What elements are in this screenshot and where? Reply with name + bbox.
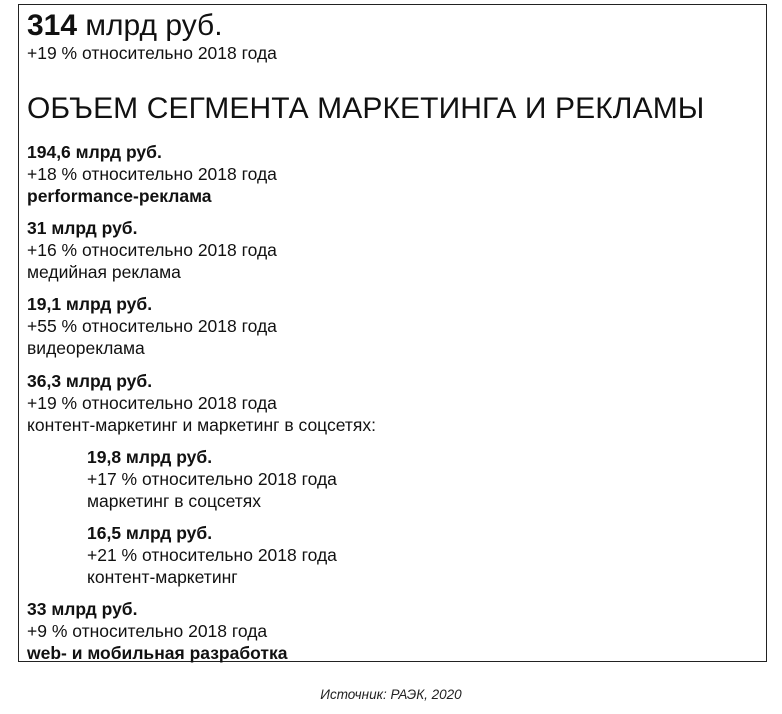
segment-label: контент-маркетинг и маркетинг в соцсетях: <box>27 415 377 435</box>
segment-web-mobile <box>27 599 287 664</box>
segment-video <box>27 294 277 359</box>
total-growth: +19 % относительно 2018 года <box>27 43 277 63</box>
segment-growth: +17 % относительно 2018 года <box>87 469 337 489</box>
segment-growth: +55 % относительно 2018 года <box>27 316 277 336</box>
total-value-unit: млрд руб. <box>77 9 223 42</box>
segment-media <box>27 218 277 283</box>
segment-label: performance-реклама <box>27 186 212 206</box>
segment-growth: +21 % относительно 2018 года <box>87 545 337 565</box>
source-caption: Источник: РАЭК, 2020 <box>320 687 462 702</box>
segment-growth: +18 % относительно 2018 года <box>27 164 277 184</box>
segment-label: контент-маркетинг <box>87 567 238 587</box>
subsegment-content <box>87 523 337 588</box>
segment-value: 36,3 млрд руб. <box>27 371 153 391</box>
segment-growth: +19 % относительно 2018 года <box>27 393 277 413</box>
total-block <box>27 9 277 64</box>
segment-label: web- и мобильная разработка <box>27 643 288 663</box>
segment-content-social <box>27 371 376 436</box>
segment-value: 19,1 млрд руб. <box>27 294 153 314</box>
segment-label: медийная реклама <box>27 262 181 282</box>
segment-value: 194,6 млрд руб. <box>27 142 162 162</box>
section-title: ОБЪЕМ СЕГМЕНТА МАРКЕТИНГА И РЕКЛАМЫ <box>27 92 705 125</box>
segment-growth: +9 % относительно 2018 года <box>27 621 268 641</box>
segment-performance <box>27 142 277 207</box>
segment-growth: +16 % относительно 2018 года <box>27 240 277 260</box>
segment-value: 16,5 млрд руб. <box>87 523 213 543</box>
total-value <box>27 9 277 43</box>
segment-value: 19,8 млрд руб. <box>87 447 213 467</box>
segment-label: видеореклама <box>27 338 145 358</box>
infographic-frame <box>18 4 767 662</box>
segment-value: 31 млрд руб. <box>27 218 138 238</box>
segment-value: 33 млрд руб. <box>27 599 138 619</box>
segment-label: маркетинг в соцсетях <box>87 491 262 511</box>
subsegment-social <box>87 447 337 512</box>
total-value-number: 314 <box>27 9 78 42</box>
